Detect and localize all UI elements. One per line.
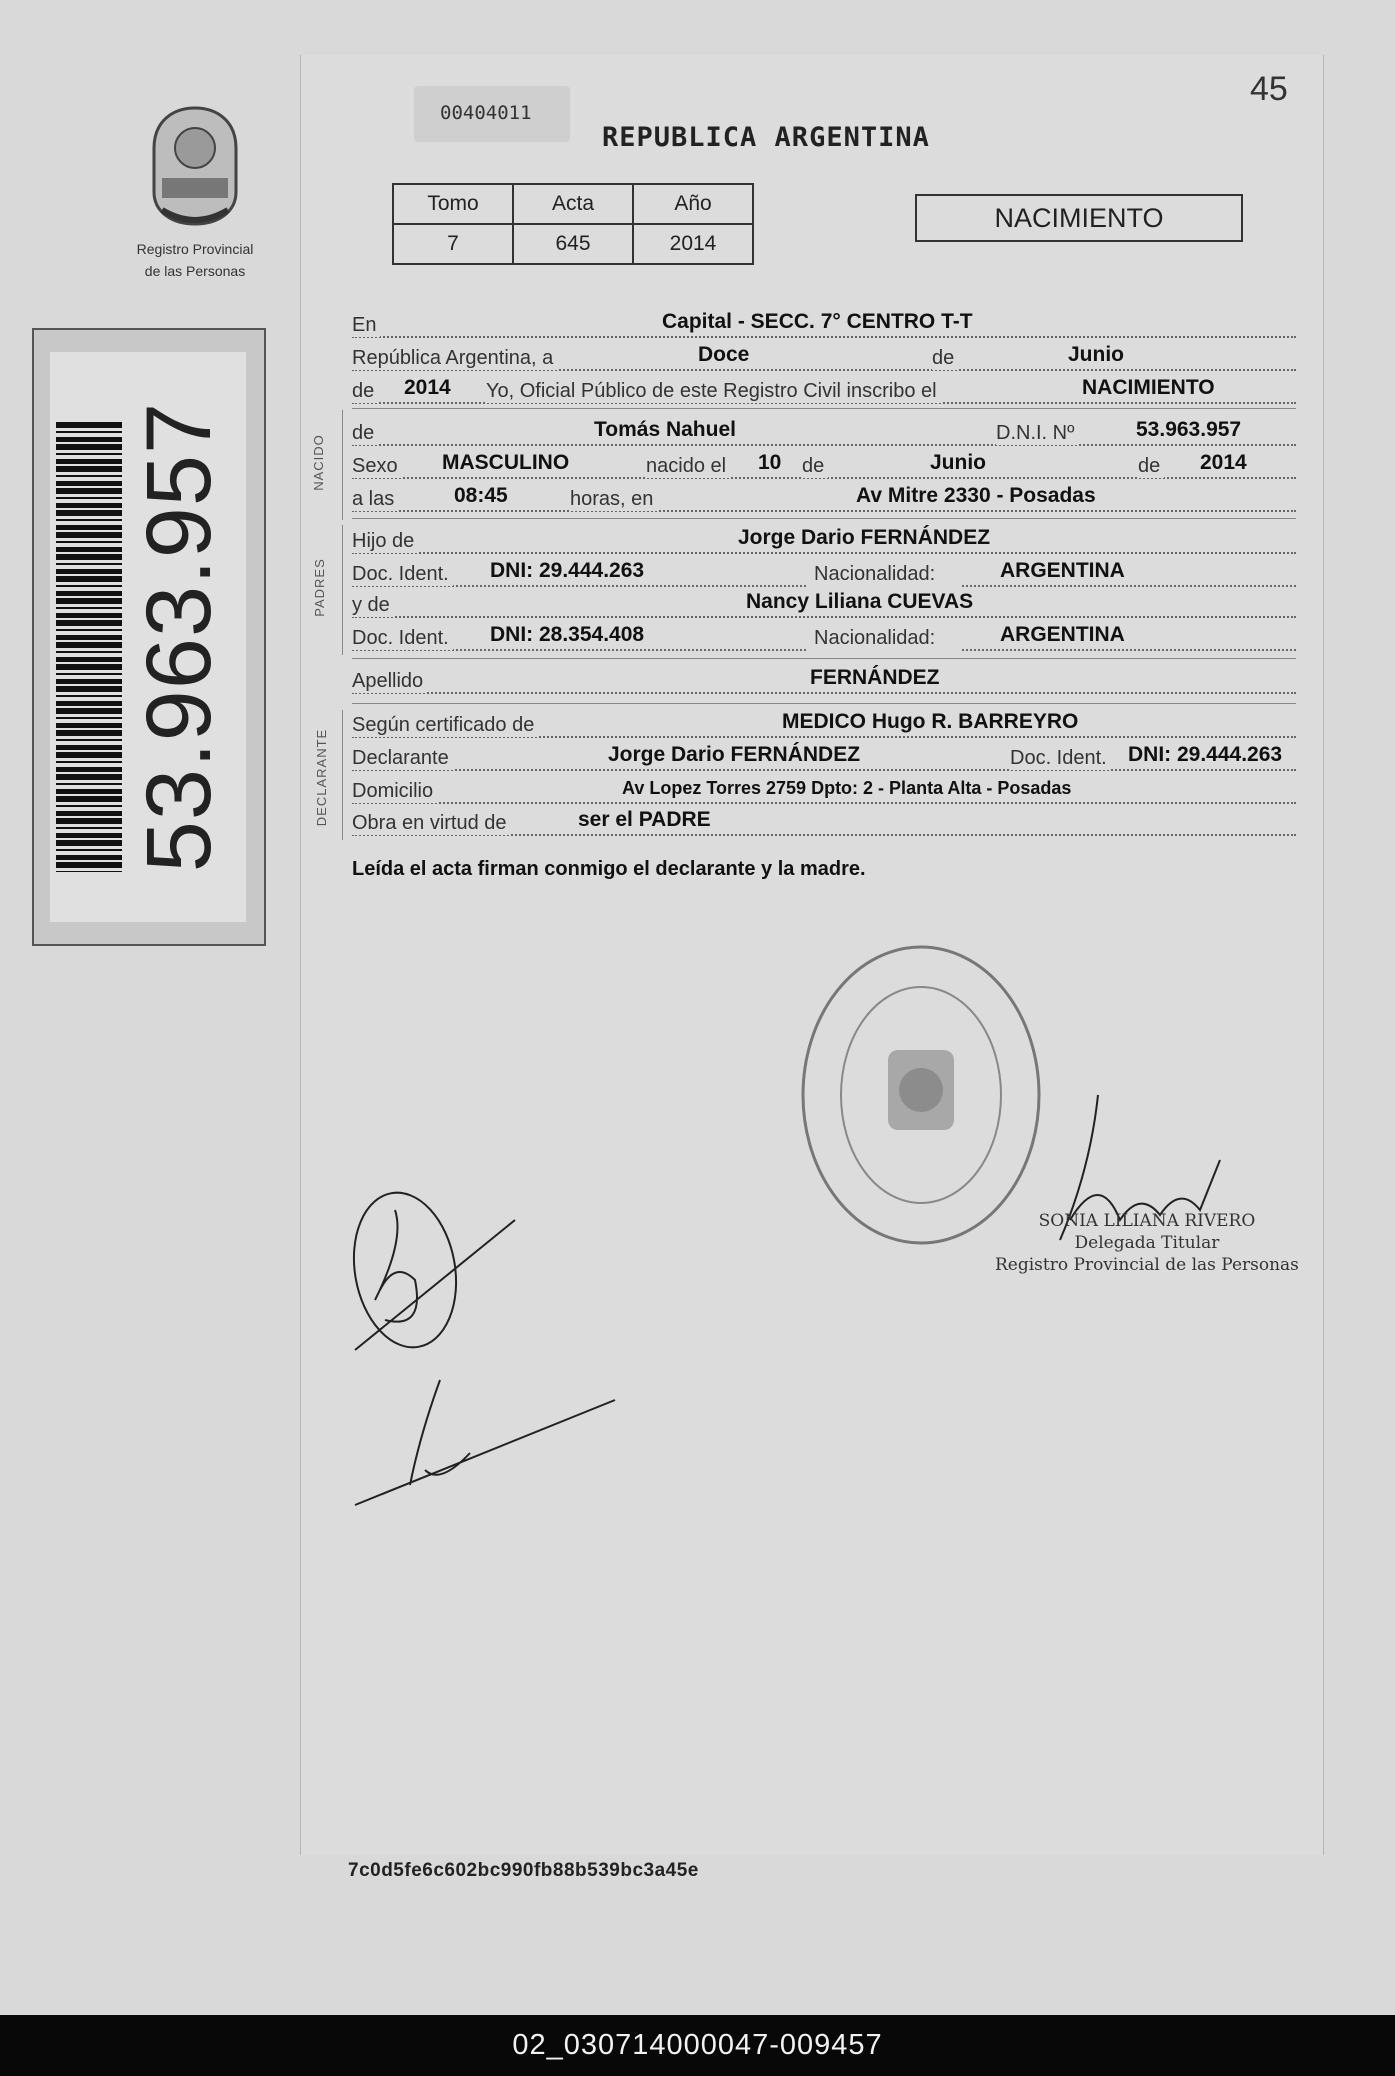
row-hora xyxy=(352,484,1296,514)
separator xyxy=(352,518,1296,519)
registry-logo xyxy=(130,100,260,279)
label-y-de: y de xyxy=(352,594,394,617)
official-stamp-icon xyxy=(796,940,1046,1250)
value-father-doc: DNI: 29.444.263 xyxy=(490,559,645,582)
label-hijo-de: Hijo de xyxy=(352,530,418,553)
separator xyxy=(352,658,1296,659)
declarant-signature-icon xyxy=(335,1180,525,1370)
label-domicilio: Domicilio xyxy=(352,780,437,803)
value-year: 2014 xyxy=(404,376,451,399)
value-declarante: Jorge Dario FERNÁNDEZ xyxy=(608,743,861,766)
label-decl-doc-ident: Doc. Ident. xyxy=(1010,747,1111,770)
label-de-year: de xyxy=(352,380,378,403)
table-value-acta: 645 xyxy=(513,224,633,264)
page-title: REPUBLICA ARGENTINA xyxy=(602,122,930,153)
value-hour: 08:45 xyxy=(454,484,508,507)
label-declarante: Declarante xyxy=(352,747,453,770)
value-child-name: Tomás Nahuel xyxy=(594,418,736,441)
label-obra: Obra en virtud de xyxy=(352,812,511,835)
side-label-padres: PADRES xyxy=(311,558,327,617)
serial-number-box xyxy=(414,86,570,142)
padres-section-line xyxy=(342,525,343,655)
mother-signature-icon xyxy=(350,1375,630,1515)
row-mother-doc xyxy=(352,623,1296,653)
value-birth-day: 10 xyxy=(758,451,782,474)
label-de-birth-month: de xyxy=(802,455,828,478)
signature-block xyxy=(995,1210,1299,1276)
row-declarante xyxy=(352,743,1296,773)
value-mother-nationality: ARGENTINA xyxy=(1000,623,1125,646)
value-birth-month: Junio xyxy=(930,451,986,474)
table-header-acta: Acta xyxy=(513,184,633,224)
row-certificado xyxy=(352,710,1296,740)
logo-caption-line2: de las Personas xyxy=(144,263,246,279)
label-dni: D.N.I. Nº xyxy=(996,422,1078,445)
label-doc-ident: Doc. Ident. xyxy=(352,563,453,586)
value-obra: ser el PADRE xyxy=(578,808,711,831)
label-horas-en: horas, en xyxy=(570,488,657,511)
value-child-dni: 53.963.957 xyxy=(1136,418,1242,441)
value-certificado: MEDICO Hugo R. BARREYRO xyxy=(782,710,1079,733)
misiones-coat-of-arms-icon xyxy=(140,100,250,230)
row-domicilio xyxy=(352,776,1296,806)
label-a-las: a las xyxy=(352,488,398,511)
value-birth-year: 2014 xyxy=(1200,451,1247,474)
row-mother xyxy=(352,590,1296,620)
separator xyxy=(352,703,1296,704)
label-en: En xyxy=(352,314,380,337)
closing-statement: Leída el acta firman conmigo el declarante y la madre. xyxy=(352,858,866,880)
folio-number: 45 xyxy=(1250,70,1288,108)
value-day: Doce xyxy=(698,343,750,366)
table-value-anio: 2014 xyxy=(633,224,753,264)
label-apellido: Apellido xyxy=(352,670,427,693)
label-sexo: Sexo xyxy=(352,455,402,478)
signatory-name: SONIA LILIANA RIVERO xyxy=(1038,1211,1256,1231)
value-domicilio: Av Lopez Torres 2759 Dpto: 2 - Planta Alta - Posadas xyxy=(622,778,1072,798)
separator xyxy=(352,408,1296,409)
declarante-section-line xyxy=(342,710,343,840)
table-value-tomo: 7 xyxy=(393,224,513,264)
nacido-section-line xyxy=(342,410,343,520)
value-en: Capital - SECC. 7° CENTRO T-T xyxy=(662,310,973,333)
value-month: Junio xyxy=(1068,343,1124,366)
table-header-anio: Año xyxy=(633,184,753,224)
value-sexo: MASCULINO xyxy=(442,451,570,474)
row-en xyxy=(352,310,1296,340)
side-label-declarante: DECLARANTE xyxy=(314,728,330,827)
row-sexo xyxy=(352,451,1296,481)
dni-strip-number: 53.963.957 xyxy=(128,401,230,873)
value-mother-doc: DNI: 28.354.408 xyxy=(490,623,645,646)
document-hash: 7c0d5fe6c602bc990fb88b539bc3a45e xyxy=(348,1860,699,1881)
label-nacionalidad: Nacionalidad: xyxy=(814,627,939,650)
value-mother-name: Nancy Liliana CUEVAS xyxy=(746,590,974,613)
row-nacido-name xyxy=(352,418,1296,448)
barcode-icon xyxy=(56,422,122,872)
value-father-nationality: ARGENTINA xyxy=(1000,559,1125,582)
label-nacido-el: nacido el xyxy=(646,455,730,478)
value-apellido: FERNÁNDEZ xyxy=(810,666,940,689)
label-republica: República Argentina, a xyxy=(352,347,557,370)
signatory-role: Delegada Titular xyxy=(1074,1233,1220,1253)
serial-number: 00404011 xyxy=(440,102,532,124)
label-de-birth-year: de xyxy=(1138,455,1164,478)
value-birth-place: Av Mitre 2330 - Posadas xyxy=(856,484,1096,507)
value-declarante-doc: DNI: 29.444.263 xyxy=(1128,743,1283,766)
label-de-month: de xyxy=(932,347,958,370)
registry-table-header xyxy=(393,184,753,224)
signatory-org: Registro Provincial de las Personas xyxy=(995,1255,1299,1275)
logo-caption-line1: Registro Provincial xyxy=(136,241,254,257)
dni-barcode-strip xyxy=(32,328,266,946)
row-father-doc xyxy=(352,559,1296,589)
label-nacionalidad: Nacionalidad: xyxy=(814,563,939,586)
row-republica xyxy=(352,343,1296,373)
side-label-nacido: NACIDO xyxy=(310,434,326,491)
label-doc-ident: Doc. Ident. xyxy=(352,627,453,650)
row-father xyxy=(352,526,1296,556)
row-obra xyxy=(352,808,1296,838)
value-act: NACIMIENTO xyxy=(1082,376,1215,399)
act-type-box: NACIMIENTO xyxy=(915,194,1243,242)
registry-table xyxy=(392,183,754,265)
row-apellido xyxy=(352,666,1296,696)
table-header-tomo: Tomo xyxy=(393,184,513,224)
label-yo: Yo, Oficial Público de este Registro Civil inscribo el xyxy=(486,380,941,403)
value-father-name: Jorge Dario FERNÁNDEZ xyxy=(738,526,991,549)
document-id: 02_030714000047-009457 xyxy=(512,2029,883,2061)
label-de-name: de xyxy=(352,422,378,445)
label-certificado: Según certificado de xyxy=(352,714,538,737)
footer-bar xyxy=(0,2015,1395,2076)
row-year xyxy=(352,376,1296,406)
registry-table-values xyxy=(393,224,753,264)
